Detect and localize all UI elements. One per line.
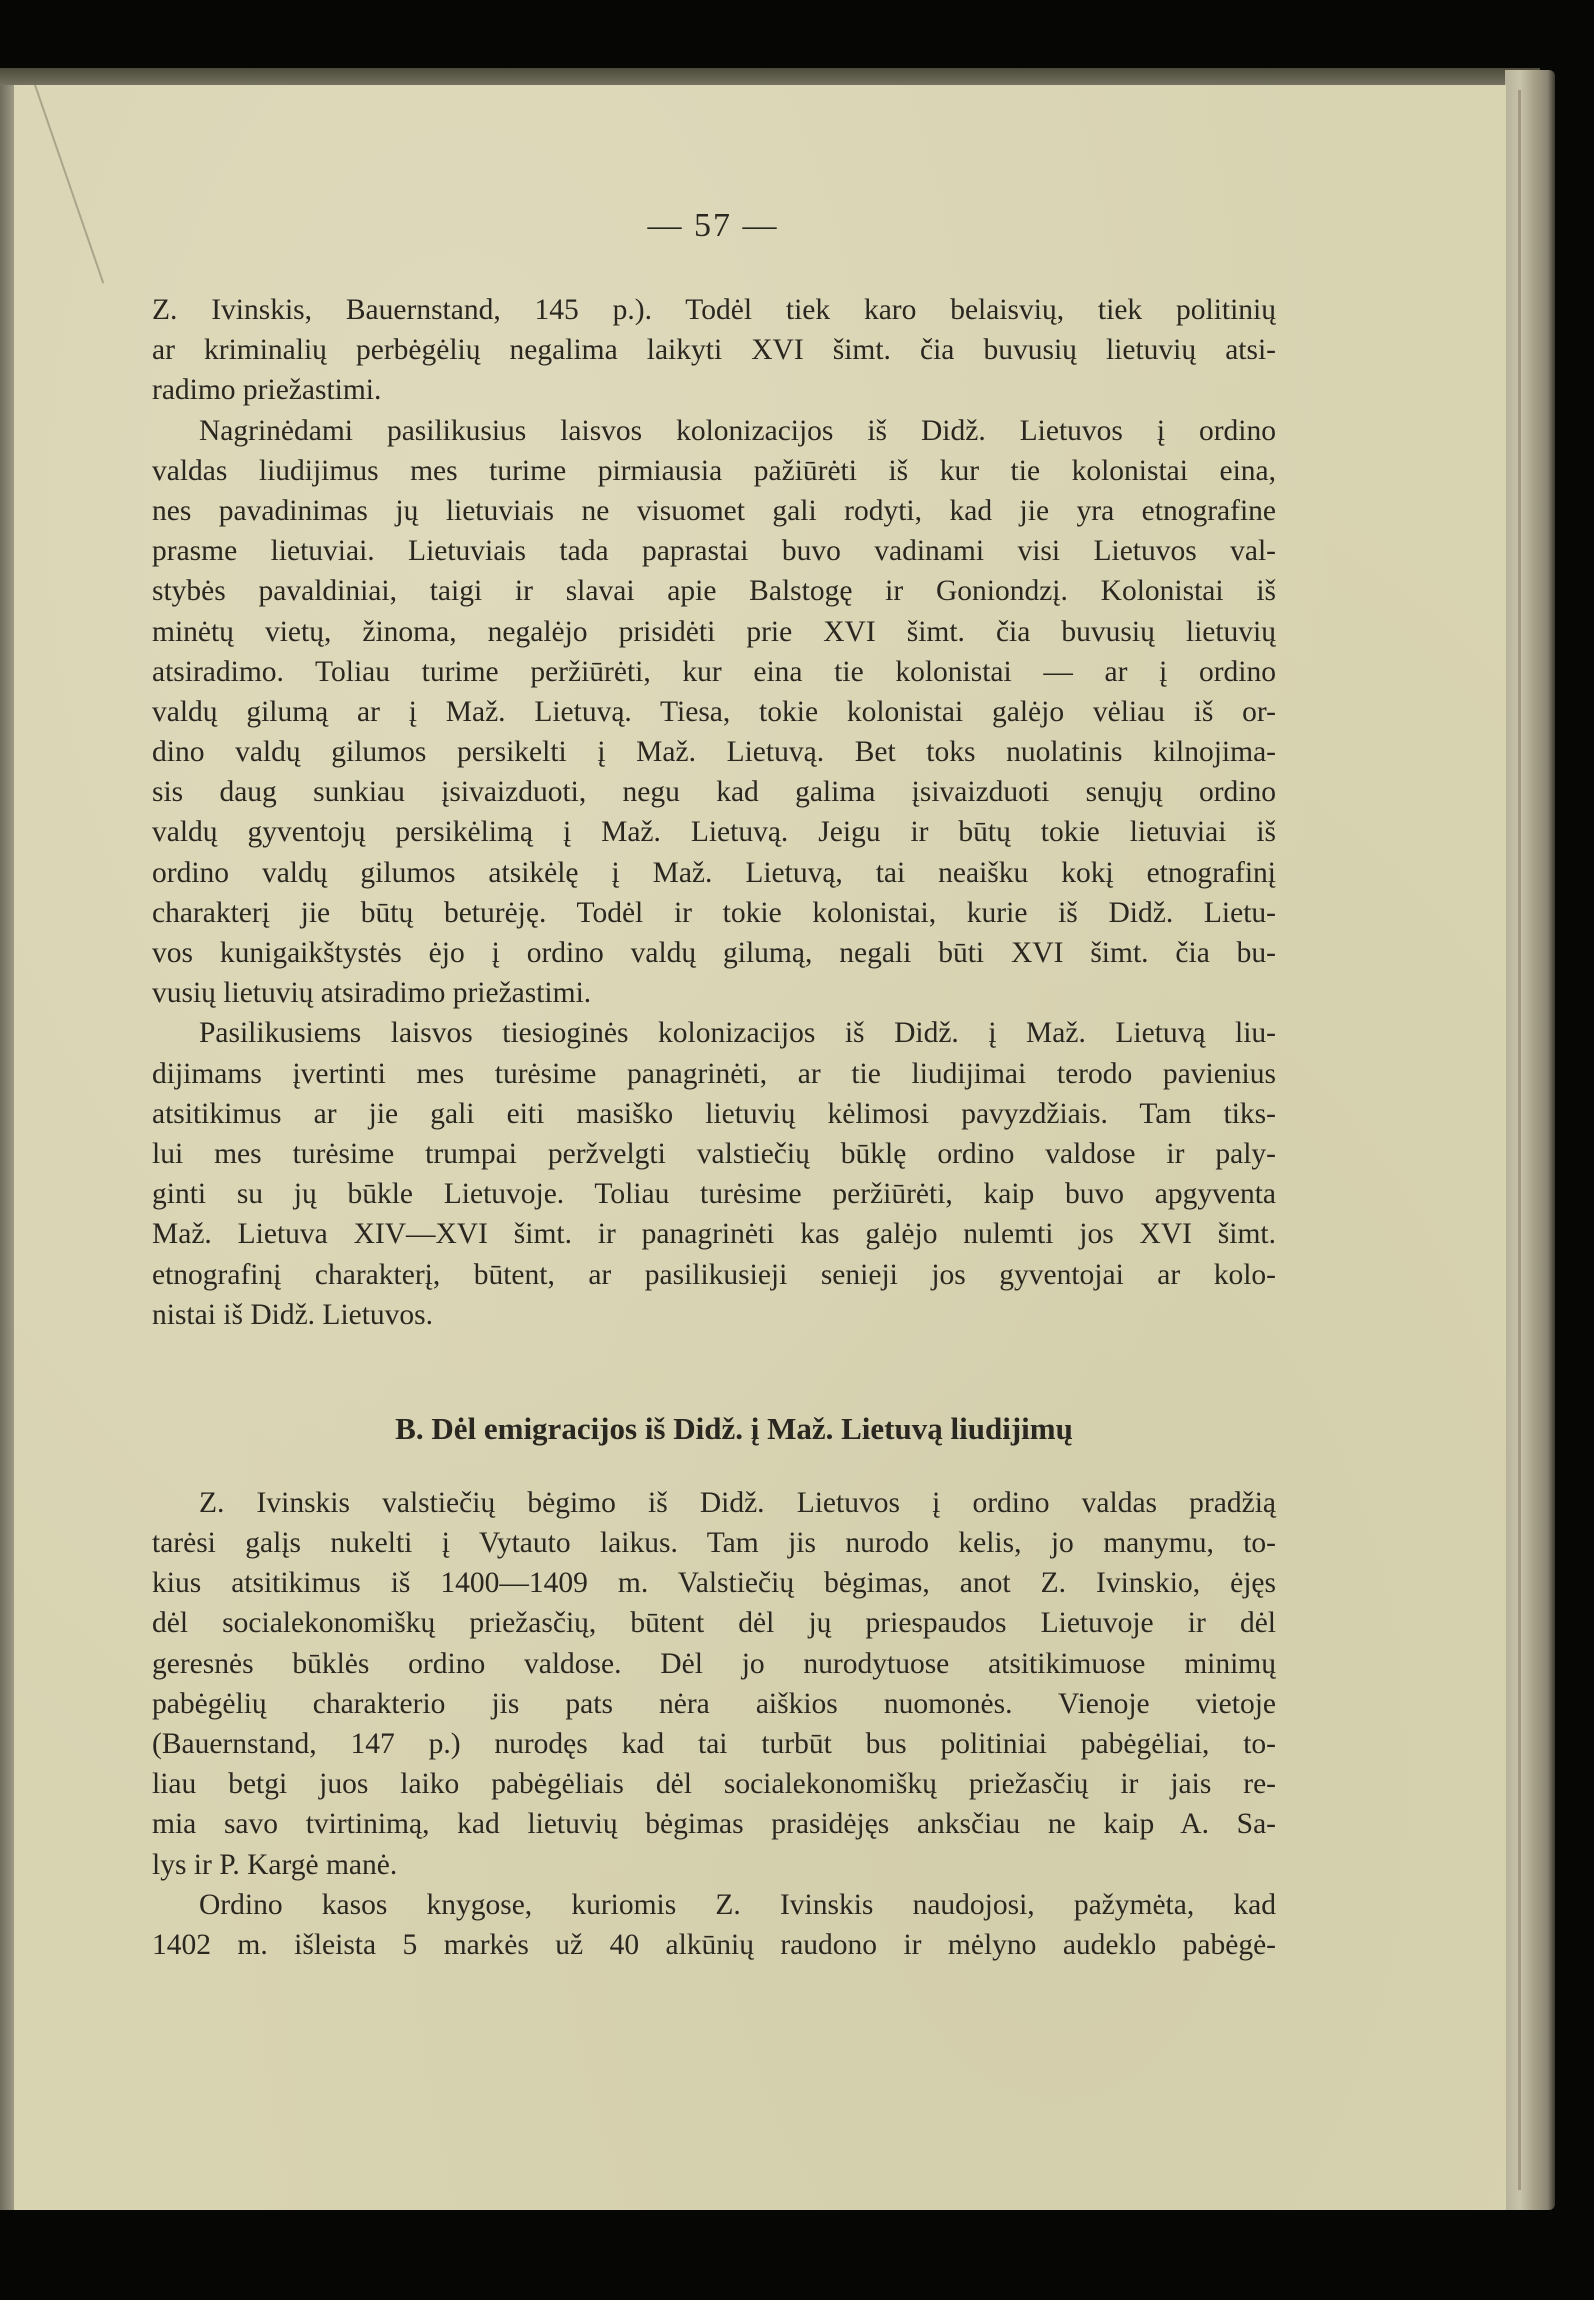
text-line: lui mes turėsime trumpai peržvelgti valstiečių būklę ordino valdose ir paly- [152,1137,1276,1170]
text-line: ginti su jų būkle Lietuvoje. Toliau turėsime peržiūrėti, kaip buvo apgyventa [152,1178,1276,1211]
cover-seam [1518,90,1521,2190]
text-line: liau betgi juos laiko pabėgėliais dėl socialekonomiškų priežasčių ir jais re- [152,1768,1276,1801]
text-line: (Bauernstand, 147 p.) nurodęs kad tai turbūt bus politiniai pabėgėliai, to- [152,1728,1276,1760]
text-line: nistai iš Didž. Lietuvos. [152,1298,434,1331]
text-line: ar kriminalių perbėgėlių negalima laikyti XVI šimt. čia buvusių lietuvių atsi- [152,334,1276,367]
page-crease [34,84,104,283]
text-line: kius atsitikimus iš 1400—1409 m. Valstiečių bėgimas, anot Z. Ivinskio, ėjęs [152,1567,1276,1600]
text-line: prasme lietuviai. Lietuviais tada paprastai buvo vadinami visi Lietuvos val- [152,535,1276,568]
text-line: Nagrinėdami pasilikusius laisvos kolonizacijos iš Didž. Lietuvos į ordino [199,414,1276,447]
text-line: ordino valdų gilumos atsikėlę į Maž. Lietuvą, tai neaišku kokį etnografinį [152,856,1276,889]
text-line: valdų gyventojų persikėlimą į Maž. Lietuvą. Jeigu ir būtų tokie lietuviai iš [152,816,1276,849]
text-line: valdas liudijimus mes turime pirmiausia pažiūrėti iš kur tie kolonistai eina, [152,454,1276,487]
book-page [14,85,1506,2210]
text-line: mia savo tvirtinimą, kad lietuvių bėgimas prasidėjęs anksčiau ne kaip A. Sa- [152,1808,1276,1841]
text-line: 1402 m. išleista 5 markės už 40 alkūnių raudono ir mėlyno audeklo pabėgė- [152,1928,1276,1961]
text-line: Pasilikusiems laisvos tiesioginės kolonizacijos iš Didž. į Maž. Lietuvą liu- [199,1017,1276,1050]
paragraph [152,1483,1276,1885]
text-line: stybės pavaldiniai, taigi ir slavai apie Balstogę ir Goniondzį. Kolonistai iš [152,575,1276,608]
text-line: atsiradimo. Toliau turime peržiūrėti, kur eina tie kolonistai — ar į ordino [152,655,1276,688]
paragraph [152,1013,1276,1335]
text-line: Z. Ivinskis valstiečių bėgimo iš Didž. Lietuvos į ordino valdas pradžią [199,1486,1276,1519]
paragraphs-before-heading [152,290,1276,1335]
text-line: charakterį jie būtų beturėję. Todėl ir tokie kolonistai, kurie iš Didž. Lietu- [152,896,1276,929]
paragraphs-after-heading [152,1483,1276,1965]
text-line: geresnės būklės ordino valdose. Dėl jo nurodytuose atsitikimuose minimų [152,1647,1276,1680]
text-line: valdų gilumą ar į Maž. Lietuvą. Tiesa, tokie kolonistai galėjo vėliau iš or- [152,695,1276,728]
text-line: nes pavadinimas jų lietuviais ne visuomet gali rodyti, kad jie yra etnografine [152,494,1276,527]
text-line: Ordino kasos knygose, kuriomis Z. Ivinskis naudojosi, pažymėta, kad [199,1888,1276,1921]
book-spine-shadow [0,85,14,2210]
text-line: tarėsi galįs nukelti į Vytauto laikus. Tam jis nurodo kelis, jo manymu, to- [152,1527,1276,1560]
text-line: atsitikimus ar jie gali eiti masiško lietuvių kėlimosi pavyzdžiais. Tam tiks- [152,1097,1276,1130]
text-line: Z. Ivinskis, Bauernstand, 145 p.). Todėl tiek karo belaisvių, tiek politinių [152,294,1276,326]
paragraph [152,290,1276,411]
body-text [152,290,1276,1965]
text-line: sis daug sunkiau įsivaizduoti, negu kad galima įsivaizduoti senųjų ordino [152,776,1276,809]
section-heading: B. Dėl emigracijos iš Didž. į Maž. Lietuvą liudijimų [395,1410,1073,1446]
text-line: Maž. Lietuva XIV—XVI šimt. ir panagrinėti kas galėjo nulemti jos XVI šimt. [152,1218,1276,1251]
text-line: pabėgėlių charakterio jis pats nėra aiškios nuomonės. Vienoje vietoje [152,1687,1276,1720]
text-line: vos kunigaikštystės ėjo į ordino valdų gilumą, negali būti XVI šimt. čia bu- [152,937,1276,969]
text-line: lys ir P. Kargė manė. [152,1848,398,1881]
text-line: vusių lietuvių atsiradimo priežastimi. [152,977,592,1010]
page-number: — 57 — [647,207,779,244]
book-cover-edge [1505,70,1555,2210]
text-line: dėl socialekonomiškų priežasčių, būtent dėl jų priespaudos Lietuvoje ir dėl [152,1607,1276,1640]
text-line: minėtų vietų, žinoma, negalėjo prisidėti prie XVI šimt. čia buvusių lietuvių [152,615,1276,648]
text-line: etnografinį charakterį, būtent, ar pasilikusieji senieji jos gyventojai ar kolo- [152,1258,1276,1291]
text-line: dijimams įvertinti mes turėsime panagrinėti, ar tie liudijimai terodo pavienius [152,1057,1276,1090]
paragraph [152,411,1276,1014]
text-line: dino valdų gilumos persikelti į Maž. Lietuvą. Bet toks nuolatinis kilnojima- [152,736,1276,769]
paragraph [152,1885,1276,1965]
text-line: radimo priežastimi. [152,374,382,407]
